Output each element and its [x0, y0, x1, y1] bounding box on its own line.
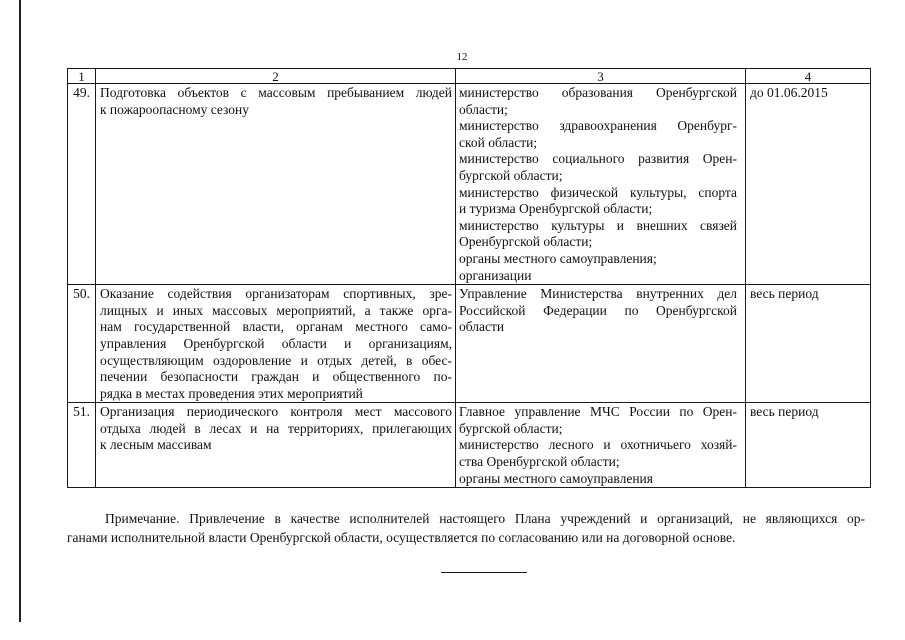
text-line: и туризма Оренбургской области; [459, 201, 653, 217]
column-header-executors: 3 [456, 69, 746, 84]
task-description [96, 403, 456, 488]
text-line: лищных и иных массовых мероприятий, а также орга- [100, 302, 452, 318]
closing-separator-line [441, 572, 527, 573]
text-line: министерство социального развития Орен- [459, 151, 737, 167]
table-row [68, 285, 871, 403]
text-line: к пожароопасному сезону [100, 101, 250, 117]
text-line: Управление Министерства внутренних дел [459, 286, 737, 302]
text-line: Оренбургской области; [459, 234, 593, 250]
text-line: бургской области; [459, 167, 563, 183]
note-line: ганами исполнительной власти Оренбургской области, осуществляется по согласованию или на договорной основе. [67, 530, 736, 545]
text-line: осуществляющим оздоровление и отдых детей, в обес- [100, 352, 452, 368]
text-line: бургской области; [459, 420, 563, 436]
text-line: органы местного самоуправления [459, 470, 653, 486]
table-header-row [68, 69, 871, 84]
text-line: министерство лесного и охотничьего хозяй- [459, 437, 737, 453]
responsible-executors [456, 403, 746, 488]
row-number: 51. [68, 403, 96, 488]
column-header-number: 1 [68, 69, 96, 84]
page-number: 12 [456, 51, 468, 63]
responsible-executors [456, 84, 746, 285]
text-line: министерство образования Оренбургской [459, 85, 737, 100]
table-row [68, 403, 871, 488]
text-line: ской области; [459, 134, 538, 150]
note-line: Примечание. Привлечение в качестве исполнителей настоящего Плана учреждений и организаций, не являющихся ор- [105, 511, 865, 526]
text-line: к лесным массивам [100, 437, 212, 453]
plan-table [67, 68, 871, 488]
text-line: органы местного самоуправления; [459, 250, 657, 266]
responsible-executors [456, 285, 746, 403]
deadline: весь период [746, 403, 871, 488]
row-number: 50. [68, 285, 96, 403]
text-line: организации [459, 267, 532, 283]
text-line: Подготовка объектов с массовым пребыванием людей [100, 85, 452, 100]
table-header [68, 69, 871, 84]
task-description [96, 84, 456, 285]
plan-table-body [68, 84, 871, 488]
note-paragraph [67, 509, 865, 547]
deadline: весь период [746, 285, 871, 403]
text-line: Организация периодического контроля мест массового [100, 404, 452, 420]
text-line: министерство здравоохранения Оренбург- [459, 118, 737, 134]
column-header-description: 2 [96, 69, 456, 84]
row-number: 49. [68, 84, 96, 285]
column-header-deadline: 4 [746, 69, 871, 84]
text-line: области [459, 319, 505, 335]
text-line: Главное управление МЧС России по Орен- [459, 404, 737, 420]
text-line: области; [459, 101, 508, 117]
text-line: рядка в местах проведения этих мероприятий [100, 385, 363, 401]
text-line: министерство физической культуры, спорта [459, 184, 737, 200]
text-line: ства Оренбургской области; [459, 454, 620, 470]
text-line: министерство культуры и внешних связей [459, 217, 737, 233]
text-line: печении безопасности граждан и общественного по- [100, 369, 452, 385]
text-line: нам государственной власти, органам местного само- [100, 319, 452, 335]
deadline: до 01.06.2015 [746, 84, 871, 285]
table-row [68, 84, 871, 285]
text-line: отдыха людей в лесах и на территориях, прилегающих [100, 420, 452, 436]
text-line: Оказание содействия организаторам спортивных, зре- [100, 286, 452, 302]
text-line: Российской Федерации по Оренбургской [459, 302, 737, 318]
text-line: управления Оренбургской области и организациям, [100, 335, 452, 351]
scan-edge-line [19, 0, 21, 622]
task-description [96, 285, 456, 403]
